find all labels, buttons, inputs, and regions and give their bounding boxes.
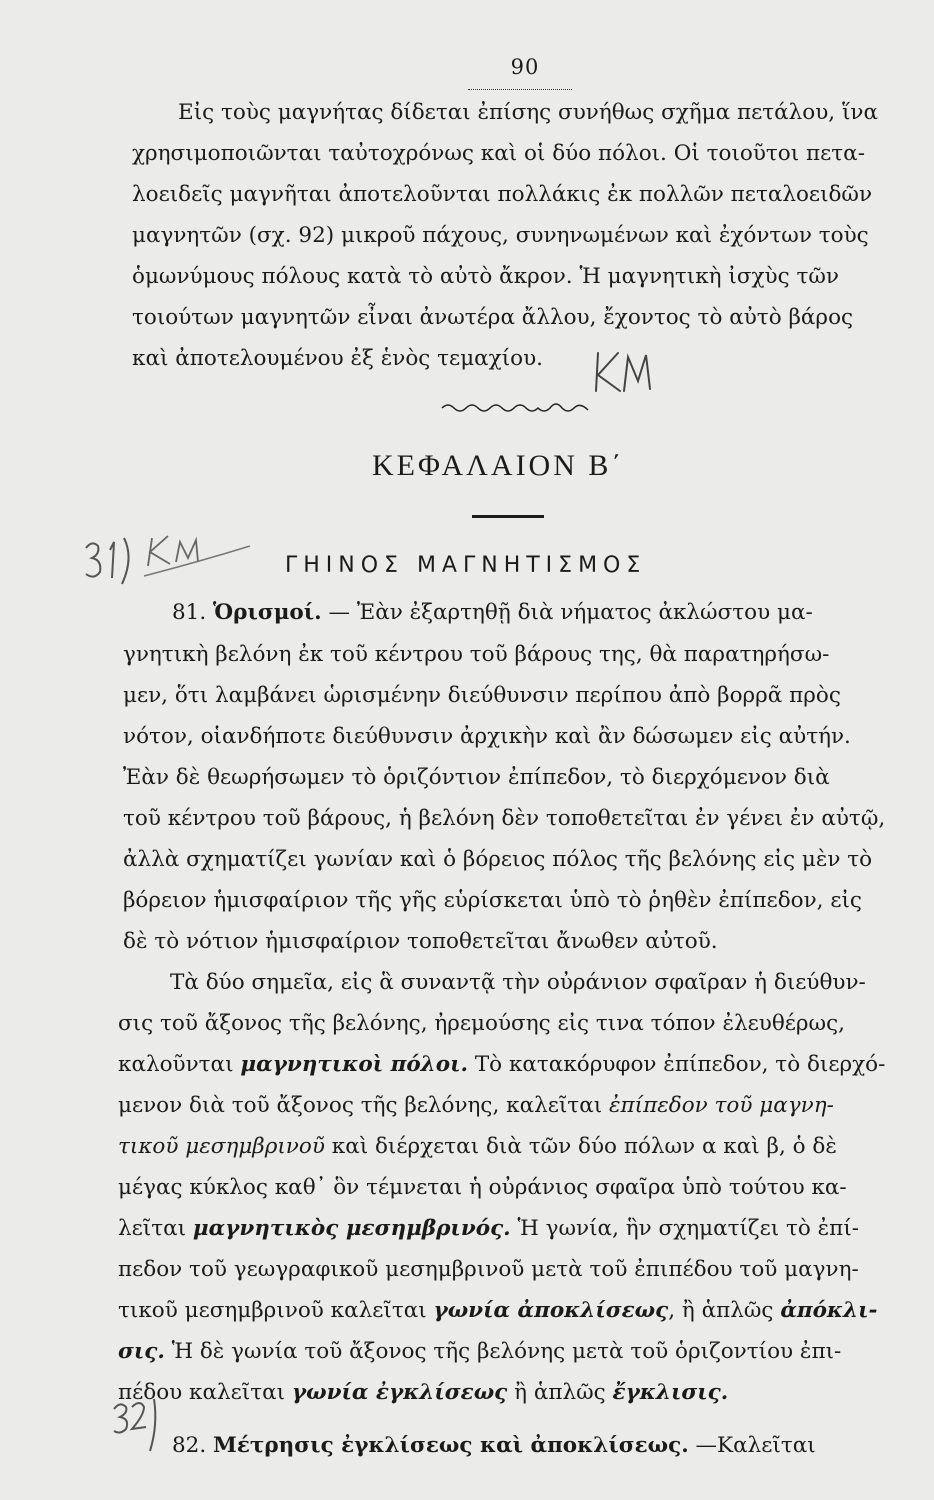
text-run: τικοῦ μεσημβρινοῦ καλεῖται	[118, 1298, 427, 1323]
intro-line-7: καὶ ἀποτελουμένου ἐξ ἑνὸς τεμαχίου.	[132, 346, 543, 371]
text-run: λεῖται	[118, 1216, 187, 1241]
intro-line-3: λοειδεῖς μαγνῆται ἀποτελοῦνται πολλάκις ἐκ πολλῶν πεταλοειδῶν	[132, 182, 873, 207]
para82-number: 82.	[172, 1433, 207, 1458]
term-declination: ἀπόκλι-	[780, 1298, 878, 1323]
term-magnetic-poles: μαγνητικοὶ πόλοι.	[240, 1052, 468, 1077]
intro-line-5: ὁμωνύμους πόλους κατὰ τὸ αὐτὸ ἄκρον. Ἡ μαγνητικὴ ἰσχὺς τῶν	[132, 264, 839, 289]
text-run: Ἡ δὲ γωνία τοῦ ἄξονος τῆς βελόνης μετὰ τοῦ ὁριζοντίου ἐπι-	[171, 1339, 842, 1364]
para2-line-6: μέγας κύκλος καθ᾽ ὃν τέμνεται ἡ οὐράνιος σφαῖρα ὑπὸ τούτου κα-	[118, 1175, 847, 1200]
para81-line: βόρειον ἡμισφαίριον τῆς γῆς εὑρίσκεται ὑπὸ τὸ ῥηθὲν ἐπίπεδον, εἰς	[123, 888, 862, 913]
term-plane-magnetic-meridian: ἐπίπεδον τοῦ μαγνη-	[608, 1093, 834, 1118]
para2-line-8: πεδον τοῦ γεωγραφικοῦ μεσημβρινοῦ μετὰ τοῦ ἐπιπέδου τοῦ μαγνη-	[118, 1257, 859, 1282]
term-declination-cont: σις.	[118, 1339, 165, 1364]
chapter-rule	[472, 515, 544, 518]
intro-line-4: μαγνητῶν (σχ. 92) μικροῦ πάχους, συνηνωμένων καὶ ἐχόντων τοὺς	[132, 223, 869, 248]
text-run: μενον διὰ τοῦ ἄξονος τῆς βελόνης, καλεῖται	[118, 1093, 603, 1118]
para81-line: ἀλλὰ σχηματίζει γωνίαν καὶ ὁ βόρειος πόλος τῆς βελόνης εἰς μὲν τὸ	[123, 847, 873, 872]
term-magnetic-meridian: μαγνητικὸς μεσημβρινός.	[192, 1216, 511, 1241]
para81-number: 81.	[172, 600, 207, 625]
term-declination-angle: γωνία ἀποκλίσεως	[433, 1298, 669, 1323]
para81-first-line	[172, 600, 813, 626]
term-inclination-angle: γωνία ἐγκλίσεως	[291, 1380, 508, 1405]
intro-line-2: χρησιμοποιῶνται ταὐτοχρόνως καὶ οἱ δύο πόλοι. Οἱ τοιοῦτοι πετα-	[132, 141, 865, 166]
page-number: 90	[510, 55, 540, 79]
para82-rest: —Καλεῖται	[695, 1433, 816, 1458]
handwritten-initials-mark	[590, 345, 660, 400]
intro-line-6: τοιούτων μαγνητῶν εἶναι ἀνωτέρα ἄλλου, ἔχοντος τὸ αὐτὸ βάρος	[132, 305, 854, 330]
term-magnetic-meridian-cont: τικοῦ μεσημβρινοῦ	[118, 1134, 325, 1159]
intro-line-1: Εἰς τοὺς μαγνήτας δίδεται ἐπίσης συνήθως σχῆμα πετάλου, ἵνα	[178, 100, 878, 125]
text-run: ἢ ἁπλῶς	[514, 1380, 606, 1405]
section-title: ΓΗΙΝΟΣ ΜΑΓΝΗΤΙΣΜΟΣ	[285, 553, 647, 578]
para81-heading: Ὁρισμοί.	[213, 600, 322, 625]
text-run: Ἡ γωνία, ἣν σχηματίζει τὸ ἐπί-	[517, 1216, 860, 1241]
para81-line: γνητικὴ βελόνη ἐκ τοῦ κέντρου τοῦ βάρους της, θὰ παρατηρήσω-	[123, 642, 830, 667]
para2-line-1: Τὰ δύο σημεῖα, εἰς ἃ συναντᾷ τὴν οὐράνιον σφαῖραν ἡ διεύθυν-	[170, 970, 866, 995]
para81-line: Ἐὰν δὲ θεωρήσωμεν τὸ ὁριζόντιον ἐπίπεδον, τὸ διερχόμενον διὰ	[123, 765, 830, 790]
para81-line: νότον, οἱανδήποτε διεύθυνσιν ἀρχικὴν καὶ ἂν δώσωμεν εἰς αὐτήν.	[123, 724, 851, 749]
para2-line-7	[118, 1216, 859, 1242]
wavy-divider	[440, 398, 590, 416]
text-run: πέδου καλεῖται	[118, 1380, 286, 1405]
text-run: καλοῦνται	[118, 1052, 234, 1077]
para2-line-11	[118, 1380, 728, 1406]
margin-note-32-mark	[110, 1395, 170, 1455]
para2-line-2: σις τοῦ ἄξονος τῆς βελόνης, ἠρεμούσης εἰς τινα τόπον ἐλευθέρως,	[118, 1011, 845, 1036]
para2-line-5	[118, 1134, 837, 1160]
para81-line: δὲ τὸ νότιον ἡμισφαίριον τοποθετεῖται ἄνωθεν αὐτοῦ.	[123, 929, 718, 954]
para2-line-3	[118, 1052, 885, 1078]
text-run: , ἢ ἁπλῶς	[668, 1298, 774, 1323]
para82-line	[172, 1433, 816, 1459]
page-number-rule	[468, 89, 572, 90]
text-run: καὶ διέρχεται διὰ τῶν δύο πόλων α καὶ β, ὁ δὲ	[331, 1134, 837, 1159]
para81-first-line-rest: — Ἐὰν ἐξαρτηθῇ διὰ νήματος ἀκλώστου μα-	[328, 600, 813, 625]
para82-heading: Μέτρησις ἐγκλίσεως καὶ ἀποκλίσεως.	[213, 1433, 689, 1458]
para2-line-9	[118, 1298, 877, 1324]
text-run: Τὸ κατακόρυφον ἐπίπεδον, τὸ διερχό-	[474, 1052, 886, 1077]
para81-line: μεν, ὅτι λαμβάνει ὡρισμένην διεύθυνσιν περίπου ἀπὸ βορρᾶ πρὸς	[123, 683, 841, 708]
para2-line-10	[118, 1339, 841, 1365]
para81-line: τοῦ κέντρου τοῦ βάρους, ἡ βελόνη δὲν τοποθετεῖται ἐν γένει ἐν αὐτῷ,	[123, 806, 886, 831]
para2-line-4	[118, 1093, 834, 1119]
chapter-title: ΚΕΦΑΛΑΙΟΝ Β΄	[372, 449, 625, 482]
term-inclination: ἔγκλισις.	[612, 1380, 729, 1405]
margin-note-31-mark	[78, 518, 268, 588]
